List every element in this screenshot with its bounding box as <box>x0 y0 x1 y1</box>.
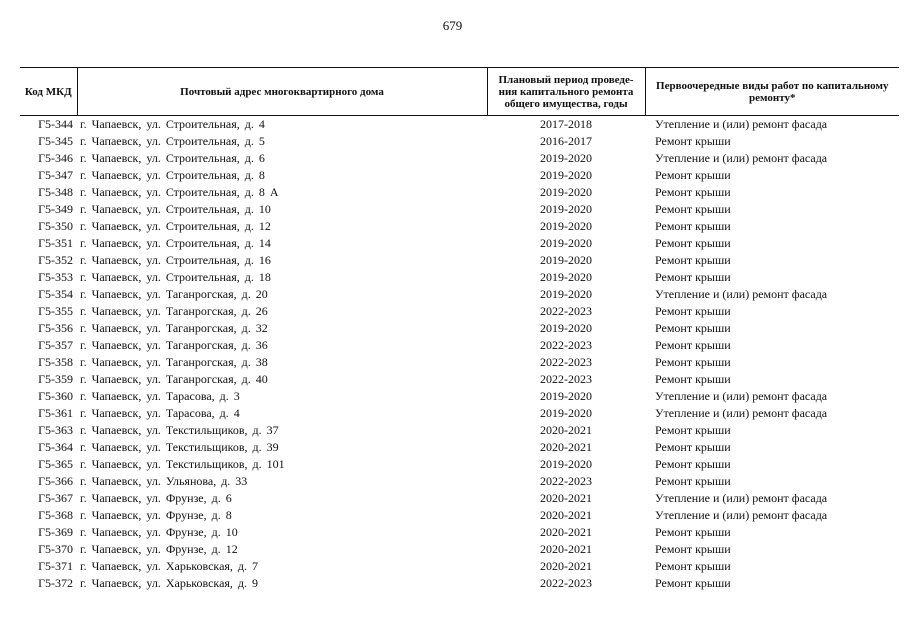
addr-cell: г. Чапаевск, ул. Фрунзе, д. 12 <box>80 542 238 556</box>
work-cell: Утепление и (или) ремонт фасада <box>655 406 828 420</box>
period-cell: 2022-2023 <box>540 304 592 318</box>
period-cell: 2022-2023 <box>540 372 592 386</box>
page-number: 679 <box>442 18 463 33</box>
addr-cell: г. Чапаевск, ул. Таганрогская, д. 26 <box>80 304 268 318</box>
work-cell: Ремонт крыши <box>655 474 731 488</box>
period-cell: 2019-2020 <box>540 457 592 471</box>
header-works: Первоочередные виды работ по капитальному ремонту* <box>645 68 899 116</box>
capital-repair-table <box>20 67 899 592</box>
period-cell: 2020-2021 <box>540 491 592 505</box>
code-cell: Г5-369 <box>38 525 73 539</box>
work-cell: Ремонт крыши <box>655 270 731 284</box>
table-row <box>20 388 899 405</box>
addr-cell: г. Чапаевск, ул. Ульянова, д. 33 <box>80 474 248 488</box>
period-cell: 2019-2020 <box>540 236 592 250</box>
code-cell: Г5-370 <box>38 542 73 556</box>
code-cell: Г5-364 <box>38 440 73 454</box>
work-cell: Ремонт крыши <box>655 525 731 539</box>
work-cell: Утепление и (или) ремонт фасада <box>655 389 828 403</box>
table-row <box>20 337 899 354</box>
code-cell: Г5-372 <box>38 576 73 590</box>
addr-cell: г. Чапаевск, ул. Фрунзе, д. 6 <box>80 491 232 505</box>
period-cell: 2020-2021 <box>540 440 592 454</box>
addr-cell: г. Чапаевск, ул. Текстильщиков, д. 39 <box>80 440 279 454</box>
table-row <box>20 235 899 252</box>
code-cell: Г5-359 <box>38 372 73 386</box>
code-cell: Г5-344 <box>38 117 73 131</box>
addr-cell: г. Чапаевск, ул. Таганрогская, д. 38 <box>80 355 268 369</box>
period-cell: 2019-2020 <box>540 321 592 335</box>
period-cell: 2019-2020 <box>540 389 592 403</box>
period-cell: 2016-2017 <box>540 134 592 148</box>
period-cell: 2020-2021 <box>540 559 592 573</box>
addr-cell: г. Чапаевск, ул. Таганрогская, д. 40 <box>80 372 268 386</box>
work-cell: Ремонт крыши <box>655 338 731 352</box>
table-row <box>20 490 899 507</box>
work-cell: Ремонт крыши <box>655 559 731 573</box>
addr-cell: г. Чапаевск, ул. Харьковская, д. 7 <box>80 559 259 573</box>
code-cell: Г5-368 <box>38 508 73 522</box>
work-cell: Ремонт крыши <box>655 457 731 471</box>
table-row <box>20 320 899 337</box>
period-cell: 2020-2021 <box>540 508 592 522</box>
addr-cell: г. Чапаевск, ул. Текстильщиков, д. 37 <box>80 423 279 437</box>
table-body <box>20 116 899 593</box>
work-cell: Ремонт крыши <box>655 321 731 335</box>
period-cell: 2019-2020 <box>540 253 592 267</box>
table-row <box>20 524 899 541</box>
table-row <box>20 116 899 134</box>
addr-cell: г. Чапаевск, ул. Таганрогская, д. 36 <box>80 338 268 352</box>
table-row <box>20 354 899 371</box>
period-cell: 2019-2020 <box>540 151 592 165</box>
work-cell: Ремонт крыши <box>655 355 731 369</box>
addr-cell: г. Чапаевск, ул. Харьковская, д. 9 <box>80 576 259 590</box>
work-cell: Ремонт крыши <box>655 542 731 556</box>
addr-cell: г. Чапаевск, ул. Строительная, д. 10 <box>80 202 271 216</box>
table-row <box>20 167 899 184</box>
code-cell: Г5-346 <box>38 151 73 165</box>
table-row <box>20 252 899 269</box>
work-cell: Ремонт крыши <box>655 219 731 233</box>
work-cell: Ремонт крыши <box>655 576 731 590</box>
table-row <box>20 371 899 388</box>
period-cell: 2022-2023 <box>540 474 592 488</box>
period-cell: 2022-2023 <box>540 338 592 352</box>
work-cell: Ремонт крыши <box>655 236 731 250</box>
work-cell: Ремонт крыши <box>655 304 731 318</box>
period-cell: 2019-2020 <box>540 406 592 420</box>
period-cell: 2019-2020 <box>540 202 592 216</box>
period-cell: 2022-2023 <box>540 355 592 369</box>
period-cell: 2020-2021 <box>540 525 592 539</box>
table-row <box>20 456 899 473</box>
table-row <box>20 303 899 320</box>
work-cell: Ремонт крыши <box>655 440 731 454</box>
addr-cell: г. Чапаевск, ул. Строительная, д. 16 <box>80 253 271 267</box>
work-cell: Ремонт крыши <box>655 202 731 216</box>
work-cell: Утепление и (или) ремонт фасада <box>655 151 828 165</box>
code-cell: Г5-360 <box>38 389 73 403</box>
code-cell: Г5-347 <box>38 168 73 182</box>
period-cell: 2019-2020 <box>540 270 592 284</box>
header-code: Код МКД <box>20 68 77 116</box>
addr-cell: г. Чапаевск, ул. Строительная, д. 18 <box>80 270 271 284</box>
header-row <box>20 68 899 116</box>
table-row <box>20 150 899 167</box>
table-row <box>20 575 899 592</box>
code-cell: Г5-358 <box>38 355 73 369</box>
table-row <box>20 133 899 150</box>
table-header <box>20 68 899 116</box>
table-row <box>20 269 899 286</box>
addr-cell: г. Чапаевск, ул. Строительная, д. 14 <box>80 236 271 250</box>
addr-cell: г. Чапаевск, ул. Фрунзе, д. 8 <box>80 508 232 522</box>
table-row <box>20 507 899 524</box>
addr-cell: г. Чапаевск, ул. Строительная, д. 6 <box>80 151 265 165</box>
code-cell: Г5-355 <box>38 304 73 318</box>
table-row <box>20 422 899 439</box>
addr-cell: г. Чапаевск, ул. Строительная, д. 12 <box>80 219 271 233</box>
addr-cell: г. Чапаевск, ул. Текстильщиков, д. 101 <box>80 457 285 471</box>
code-cell: Г5-366 <box>38 474 73 488</box>
code-cell: Г5-367 <box>38 491 73 505</box>
code-cell: Г5-363 <box>38 423 73 437</box>
code-cell: Г5-371 <box>38 559 73 573</box>
period-cell: 2020-2021 <box>540 423 592 437</box>
work-cell: Ремонт крыши <box>655 253 731 267</box>
work-cell: Ремонт крыши <box>655 134 731 148</box>
code-cell: Г5-356 <box>38 321 73 335</box>
table-row <box>20 439 899 456</box>
addr-cell: г. Чапаевск, ул. Фрунзе, д. 10 <box>80 525 238 539</box>
header-address: Почтовый адрес многоквартирного дома <box>77 68 487 116</box>
work-cell: Ремонт крыши <box>655 168 731 182</box>
code-cell: Г5-365 <box>38 457 73 471</box>
period-cell: 2019-2020 <box>540 287 592 301</box>
work-cell: Ремонт крыши <box>655 185 731 199</box>
period-cell: 2019-2020 <box>540 185 592 199</box>
code-cell: Г5-352 <box>38 253 73 267</box>
table-row <box>20 218 899 235</box>
code-cell: Г5-349 <box>38 202 73 216</box>
addr-cell: г. Чапаевск, ул. Тарасова, д. 4 <box>80 406 240 420</box>
addr-cell: г. Чапаевск, ул. Тарасова, д. 3 <box>80 389 240 403</box>
table-row <box>20 405 899 422</box>
work-cell: Утепление и (или) ремонт фасада <box>655 508 828 522</box>
code-cell: Г5-345 <box>38 134 73 148</box>
work-cell: Ремонт крыши <box>655 372 731 386</box>
addr-cell: г. Чапаевск, ул. Строительная, д. 5 <box>80 134 265 148</box>
table-row <box>20 184 899 201</box>
table-row <box>20 473 899 490</box>
addr-cell: г. Чапаевск, ул. Строительная, д. 4 <box>80 117 265 131</box>
header-period: Плановый период проведе-ния капитального ремонта общего имущества, годы <box>487 68 645 116</box>
period-cell: 2019-2020 <box>540 219 592 233</box>
code-cell: Г5-350 <box>38 219 73 233</box>
table-row <box>20 201 899 218</box>
period-cell: 2017-2018 <box>540 117 592 131</box>
code-cell: Г5-357 <box>38 338 73 352</box>
period-cell: 2022-2023 <box>540 576 592 590</box>
work-cell: Утепление и (или) ремонт фасада <box>655 287 828 301</box>
code-cell: Г5-348 <box>38 185 73 199</box>
work-cell: Утепление и (или) ремонт фасада <box>655 491 828 505</box>
addr-cell: г. Чапаевск, ул. Строительная, д. 8 <box>80 168 265 182</box>
table-row <box>20 558 899 575</box>
addr-cell: г. Чапаевск, ул. Таганрогская, д. 32 <box>80 321 268 335</box>
work-cell: Ремонт крыши <box>655 423 731 437</box>
addr-cell: г. Чапаевск, ул. Таганрогская, д. 20 <box>80 287 268 301</box>
code-cell: Г5-353 <box>38 270 73 284</box>
code-cell: Г5-351 <box>38 236 73 250</box>
period-cell: 2019-2020 <box>540 168 592 182</box>
code-cell: Г5-361 <box>38 406 73 420</box>
table-row <box>20 541 899 558</box>
table-row <box>20 286 899 303</box>
period-cell: 2020-2021 <box>540 542 592 556</box>
addr-cell: г. Чапаевск, ул. Строительная, д. 8 А <box>80 185 279 199</box>
work-cell: Утепление и (или) ремонт фасада <box>655 117 828 131</box>
code-cell: Г5-354 <box>38 287 73 301</box>
